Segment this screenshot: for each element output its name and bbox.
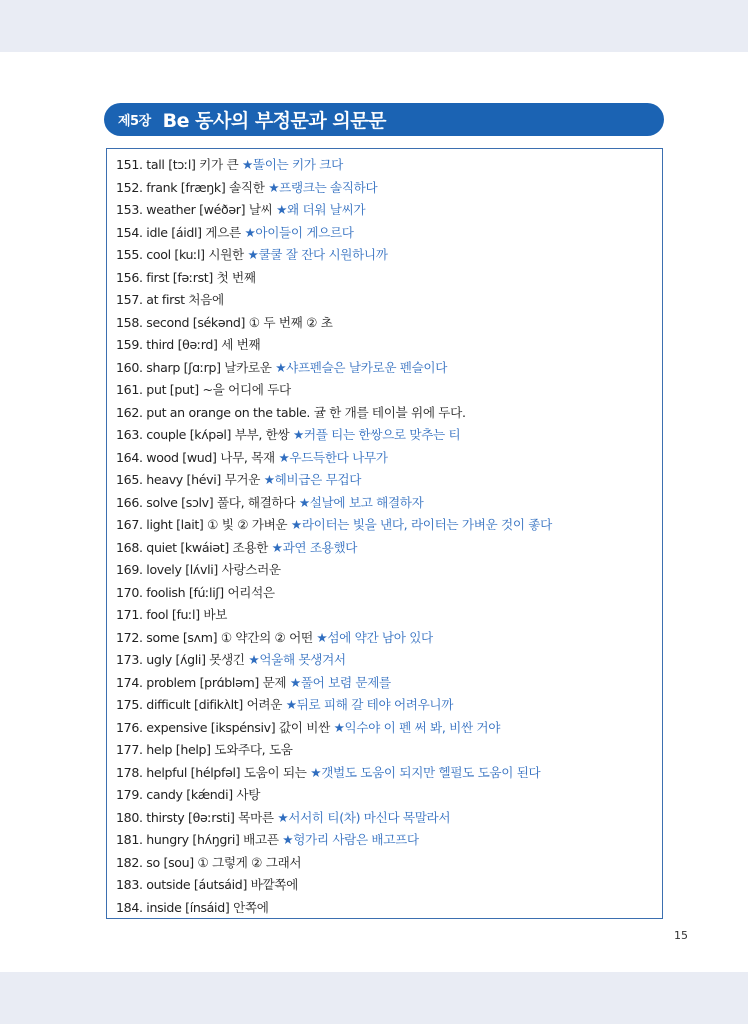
chapter-header-bar [104,103,664,136]
mnemonic-tip: ★섬에 약간 남아 있다 [316,629,433,645]
vocab-entry: 156. first [fəːrst] 첫 번째 [116,269,256,285]
vocab-row [116,874,662,897]
mnemonic-tip: ★샤프펜슬은 날카로운 펜슬이다 [275,359,448,375]
vocab-entry: 161. put [put] ~을 어디에 두다 [116,382,291,397]
chapter-label: 제5장 [118,114,151,129]
mnemonic-tip: ★서서히 티(차) 마신다 목말라서 [277,809,451,825]
vocab-row [116,604,662,627]
vocab-row [116,582,662,605]
mnemonic-tip: ★우드득한다 나무가 [278,449,388,465]
vocab-entry: 160. sharp [ʃɑːrp] 날카로운 [116,359,272,375]
vocab-entry: 182. so [sou] ① 그렇게 ② 그래서 [116,854,302,870]
vocab-row [116,267,662,290]
vocab-entry: 174. problem [prɑ́bləm] 문제 [116,674,287,690]
vocab-entry: 175. difficult [difikʌ̀lt] 어려운 [116,697,283,712]
vocab-row [116,739,662,762]
vocab-entry: 166. solve [sɔlv] 풀다, 해결하다 [116,494,296,510]
vocab-entry: 159. third [θəːrd] 세 번째 [116,337,261,352]
vocab-row [116,537,662,560]
vocab-entry: 183. outside [áutsáid] 바깥쪽에 [116,877,298,892]
vocab-row [116,807,662,830]
mnemonic-tip: ★풀어 보렴 문제를 [289,674,391,690]
page-number: 15 [674,929,688,942]
vocab-row [116,672,662,695]
mnemonic-tip: ★억울해 못생겨서 [248,652,346,667]
vocab-row [116,199,662,222]
vocab-entry: 169. lovely [lʌ́vli] 사랑스러운 [116,562,281,577]
mnemonic-tip: ★갯벌도 도움이 되지만 헬펄도 도움이 된다 [310,764,541,780]
vocab-row [116,694,662,717]
vocab-row [116,312,662,335]
mnemonic-tip: ★라이터는 빛을 낸다, 라이터는 가벼운 것이 좋다 [290,517,552,532]
vocab-entry: 173. ugly [ʌ́gli] 못생긴 [116,652,245,667]
vocab-entry: 172. some [sʌm] ① 약간의 ② 어떤 [116,629,313,645]
vocab-entry: 164. wood [wud] 나무, 목재 [116,449,275,465]
vocab-entry: 170. foolish [fúːliʃ] 어리석은 [116,584,275,600]
vocab-entry: 154. idle [áidl] 게으른 [116,224,241,240]
vocab-row [116,447,662,470]
mnemonic-tip: ★왜 더워 날씨가 [276,202,366,217]
mnemonic-tip: ★익수야 이 펜 써 봐, 비싼 거야 [333,719,501,735]
mnemonic-tip: ★과연 조용했다 [271,539,358,555]
vocab-row [116,469,662,492]
mnemonic-tip: ★쿨쿨 잘 잔다 시원하니까 [247,247,388,262]
vocab-row [116,177,662,200]
vocab-row [116,357,662,380]
vocab-entry: 158. second [sékənd] ① 두 번째 ② 초 [116,314,333,330]
vocab-row [116,514,662,537]
mnemonic-tip: ★뒤로 피해 갈 테야 어려우니까 [285,697,454,712]
mnemonic-tip: ★설날에 보고 해결하자 [298,494,424,510]
chapter-title: Be 동사의 부정문과 의문문 [162,110,386,132]
vocabulary-box [106,148,663,919]
top-band [0,0,748,52]
vocab-entry: 181. hungry [hʌ́ŋgri] 배고픈 [116,832,279,847]
mnemonic-tip: ★커플 티는 한쌍으로 맞추는 티 [292,427,461,442]
vocab-row [116,852,662,875]
vocab-row [116,379,662,402]
mnemonic-tip: ★헤비급은 무겁다 [263,472,362,487]
vocab-entry: 162. put an orange on the table. 귤 한 개를 테이블 위에 두다. [116,404,466,420]
vocab-row [116,334,662,357]
vocab-entry: 177. help [help] 도와주다, 도움 [116,742,293,757]
mnemonic-tip: ★헝가리 사람은 배고프다 [282,832,419,847]
vocab-row [116,897,662,920]
vocab-entry: 167. light [lait] ① 빛 ② 가벼운 [116,517,288,532]
vocab-entry: 180. thirsty [θəːrsti] 목마른 [116,809,274,825]
vocab-row [116,649,662,672]
vocab-entry: 179. candy [kǽndi] 사탕 [116,787,261,802]
vocab-row [116,762,662,785]
vocab-entry: 163. couple [kʌ́pəl] 부부, 한쌍 [116,427,290,442]
vocab-row [116,244,662,267]
vocab-row [116,289,662,312]
mnemonic-tip: ★똘이는 키가 크다 [241,157,343,172]
vocab-entry: 171. fool [fuːl] 바보 [116,607,228,622]
vocab-row [116,559,662,582]
vocab-row [116,424,662,447]
vocab-row [116,717,662,740]
vocab-row [116,784,662,807]
vocab-row [116,402,662,425]
vocab-row [116,154,662,177]
vocabulary-list [107,149,662,919]
vocab-entry: 168. quiet [kwáiət] 조용한 [116,539,268,555]
vocab-row [116,829,662,852]
vocab-entry: 178. helpful [hélpfəl] 도움이 되는 [116,764,307,780]
vocab-entry: 155. cool [kuːl] 시원한 [116,247,244,262]
vocab-entry: 165. heavy [hévi] 무거운 [116,472,261,487]
vocab-entry: 152. frank [fræŋk] 솔직한 [116,179,265,195]
vocab-row [116,222,662,245]
vocab-entry: 176. expensive [ikspénsiv] 값이 비싼 [116,719,330,735]
vocab-entry: 153. weather [wéðər] 날씨 [116,202,273,217]
vocab-entry: 151. tall [tɔːl] 키가 큰 [116,157,239,172]
vocab-row [116,492,662,515]
mnemonic-tip: ★아이들이 게으르다 [244,224,354,240]
vocab-entry: 157. at first 처음에 [116,292,224,307]
vocab-entry: 184. inside [ínsáid] 안쪽에 [116,899,269,915]
vocab-row [116,627,662,650]
mnemonic-tip: ★프랭크는 솔직하다 [268,179,378,195]
bottom-band [0,972,748,1024]
